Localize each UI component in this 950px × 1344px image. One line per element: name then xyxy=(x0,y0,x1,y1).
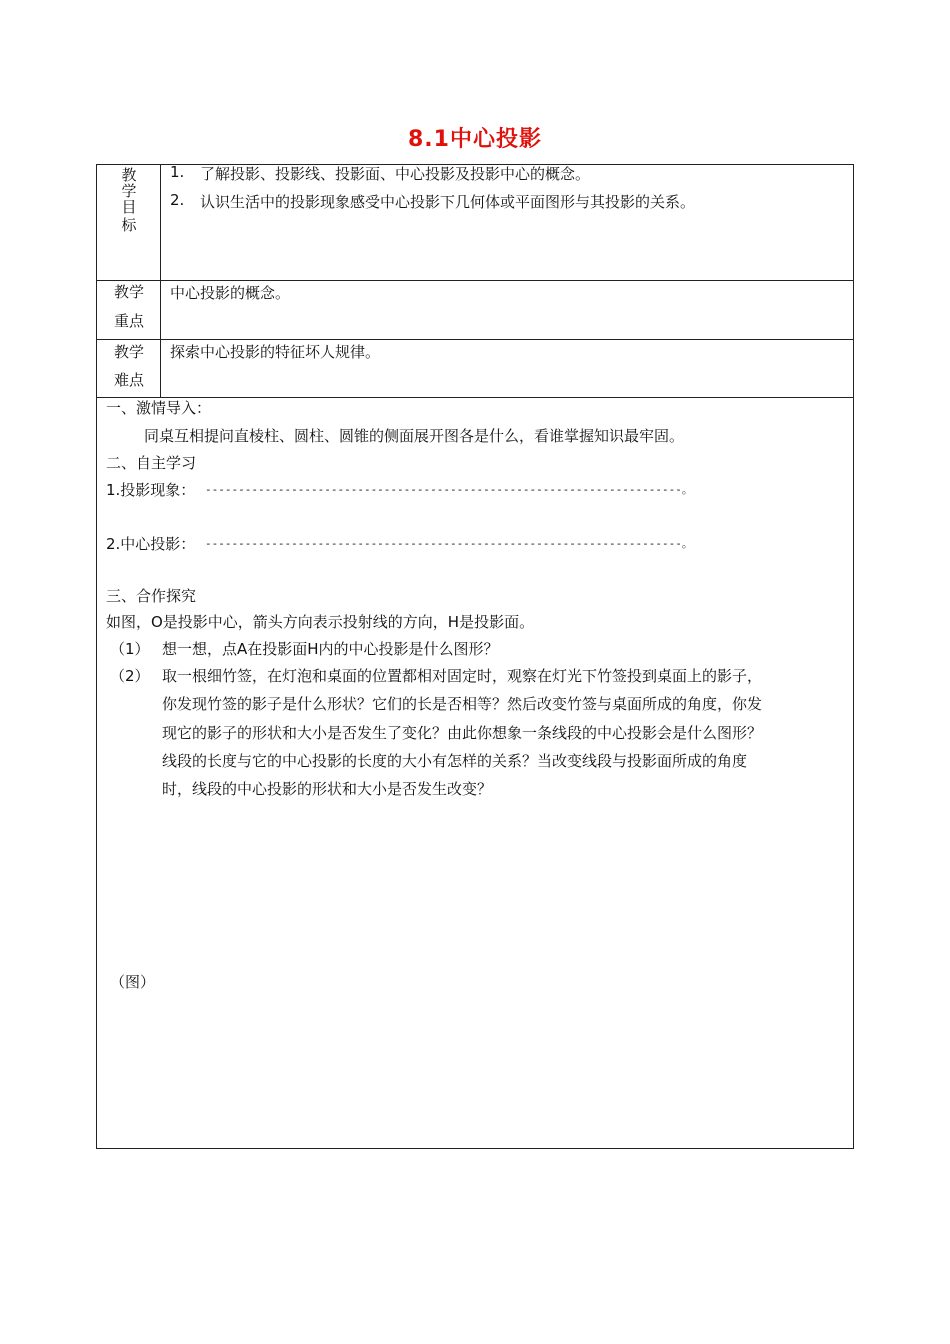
goal-1-num: 1. xyxy=(170,163,185,181)
problem-2-num: （2） xyxy=(110,667,150,685)
page-title: 8.1中心投影 xyxy=(408,127,542,152)
problem-2-line-2: 你发现竹签的影子是什么形状？它们的长是否相等？然后改变竹签与桌面所成的角度，你发 xyxy=(162,695,763,713)
figure-label: （图） xyxy=(110,973,156,991)
section-2-title: 二、自主学习 xyxy=(106,454,197,472)
difficulties-row xyxy=(97,339,853,398)
section-1-text: 同桌互相提问直棱柱、圆柱、圆锥的侧面展开图各是什么，看谁掌握知识最牢固。 xyxy=(144,427,685,445)
problem-2-line-4: 线段的长度与它的中心投影的长度的大小有怎样的关系？当改变线段与投影面所成的角度 xyxy=(162,752,748,770)
section-3-title: 三、合作探究 xyxy=(106,587,197,605)
problem-2-line-3: 现它的影子的形状和大小是否发生了变化？由此你想象一条线段的中心投影会是什么图形？ xyxy=(162,724,763,742)
question-2-label: 2.中心投影： xyxy=(106,535,196,553)
section-1-title: 一、激情导入： xyxy=(106,399,212,417)
goal-2-num: 2. xyxy=(170,191,185,209)
key-points-row xyxy=(97,280,853,340)
goals-label: 教 学 目 标 xyxy=(97,165,161,280)
problem-2-line-5: 时，线段的中心投影的形状和大小是否发生改变？ xyxy=(162,780,493,798)
lesson-table xyxy=(96,164,854,1149)
goals-row xyxy=(97,165,853,281)
question-2-blank: ------------------------------------------------------------------------。 xyxy=(205,537,693,550)
problem-1-text: 想一想，点A在投影面H内的中心投影是什么图形？ xyxy=(162,640,499,658)
key-points-label: 教学 重点 xyxy=(97,280,161,339)
difficulties-label: 教学 难点 xyxy=(97,339,161,397)
question-1-blank: ------------------------------------------------------------------------。 xyxy=(205,483,693,496)
key-points-text: 中心投影的概念。 xyxy=(170,284,291,302)
section-3-intro: 如图，O是投影中心，箭头方向表示投射线的方向，H是投影面。 xyxy=(106,613,535,631)
question-1-label: 1.投影现象： xyxy=(106,481,196,499)
problem-2-line-1: 取一根细竹签，在灯泡和桌面的位置都相对固定时，观察在灯光下竹签投到桌面上的影子， xyxy=(162,667,763,685)
difficulties-text: 探索中心投影的特征坏人规律。 xyxy=(170,343,381,361)
problem-1-num: （1） xyxy=(110,640,150,658)
goal-1-text: 了解投影、投影线、投影面、中心投影及投影中心的概念。 xyxy=(200,165,591,183)
goal-2-text: 认识生活中的投影现象感受中心投影下几何体或平面图形与其投影的关系。 xyxy=(200,193,696,211)
